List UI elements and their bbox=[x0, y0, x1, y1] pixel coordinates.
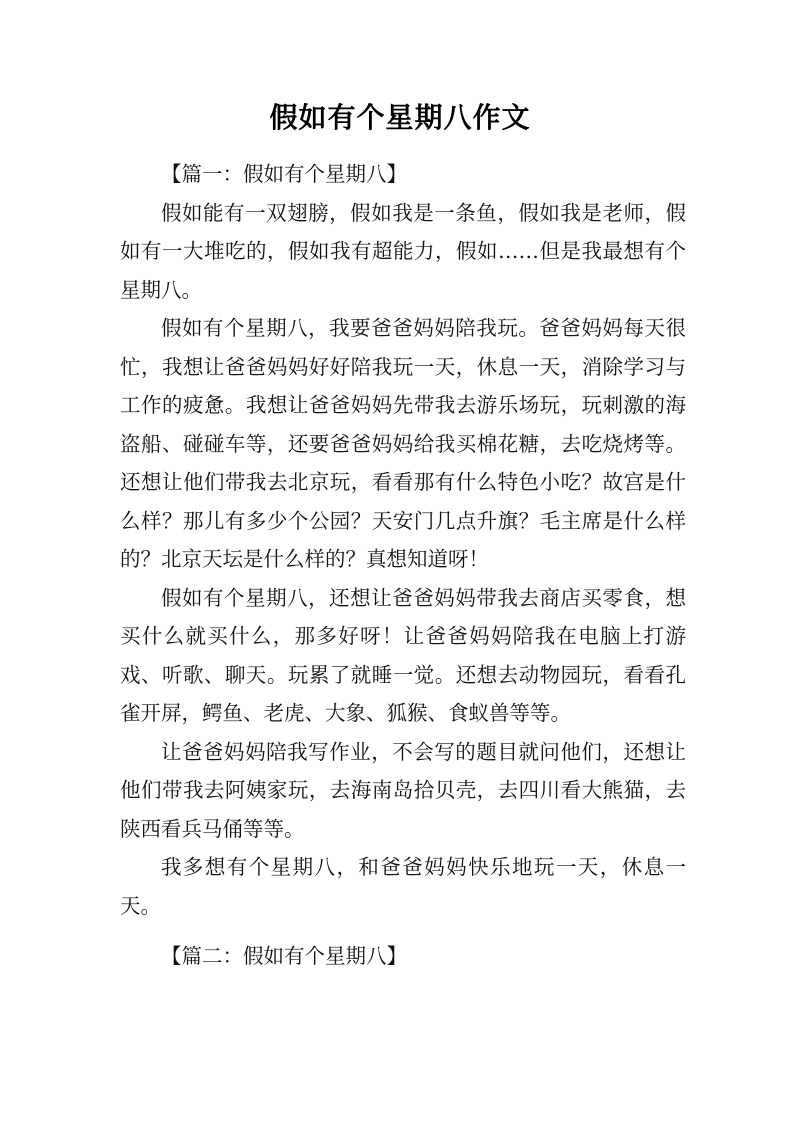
section-heading-1: 【篇一：假如有个星期八】 bbox=[161, 162, 407, 186]
paragraph-2: 假如有个星期八，我要爸爸妈妈陪我玩。爸爸妈妈每天很忙，我想让爸爸妈妈好好陪我玩一天，休息一天，消除学习与工作的疲惫。我想让爸爸妈妈先带我去游乐场玩，玩刺激的海盗船、碰碰车等，还要爸爸妈妈给我买棉花糖，去吃烧烤等。还想让他们带我去北京玩，看看那有什么特色小吃？故宫是什么样？那儿有多少个公园？天安门几点升旗？毛主席是什么样的？北京天坛是什么样的？真想知道呀！ bbox=[120, 316, 686, 571]
paragraph-5: 我多想有个星期八，和爸爸妈妈快乐地玩一天，休息一天。 bbox=[120, 855, 686, 918]
section-heading-2: 【篇二：假如有个星期八】 bbox=[161, 944, 407, 968]
paragraph-3: 假如有个星期八，还想让爸爸妈妈带我去商店买零食，想买什么就买什么，那多好呀！让爸爸妈妈陪我在电脑上打游戏、听歌、聊天。玩累了就睡一觉。还想去动物园玩，看看孔雀开屏，鳄鱼、老虎、大象、狐猴、食蚁兽等等。 bbox=[120, 585, 686, 725]
paragraph-4: 让爸爸妈妈陪我写作业，不会写的题目就问他们，还想让他们带我去阿姨家玩，去海南岛拾贝壳，去四川看大熊猫，去陕西看兵马俑等等。 bbox=[120, 739, 686, 841]
document-title: 假如有个星期八作文 bbox=[269, 101, 531, 134]
document-body bbox=[120, 155, 686, 976]
paragraph-1: 假如能有一双翅膀，假如我是一条鱼，假如我是老师，假如有一大堆吃的，假如我有超能力，假如……但是我最想有个星期八。 bbox=[120, 200, 686, 302]
